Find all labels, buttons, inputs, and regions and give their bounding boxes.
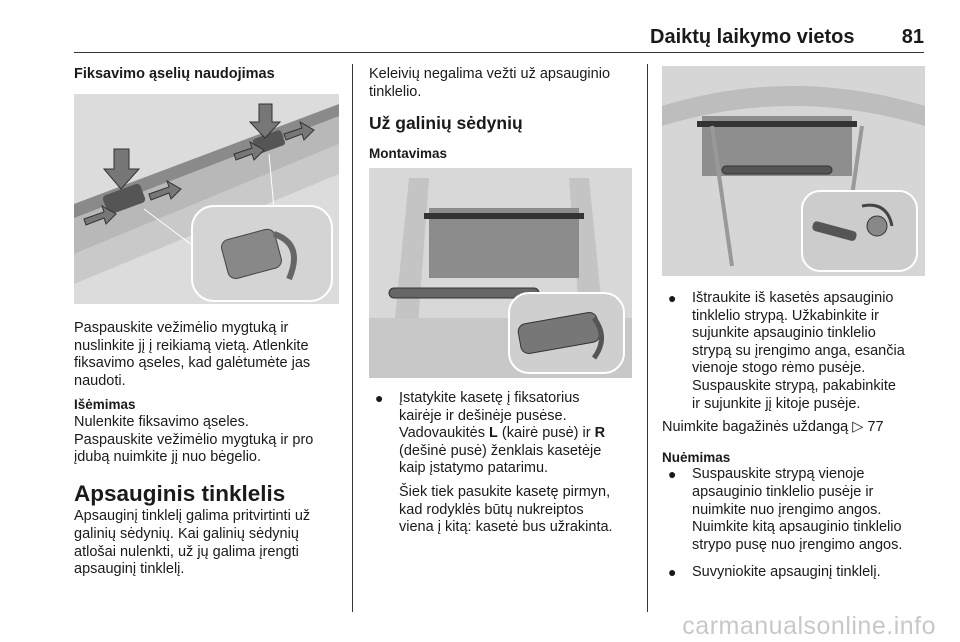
mounting-heading: Montavimas — [369, 145, 448, 161]
instruction-line: nuslinkite jį į reikiamą vietą. Atlenkite — [74, 337, 309, 354]
column-2 — [369, 66, 641, 162]
figure-lashing-eyes — [74, 94, 339, 304]
bullet-line: Ištraukite iš kasetės apsauginio — [692, 290, 894, 306]
left-marker-L: L — [489, 425, 498, 442]
lashing-eyes-heading: Fiksavimo ąselių naudojimas — [74, 66, 275, 82]
bullet-line: strypo pusę nuo įrengimo angos. — [692, 536, 903, 553]
bullet-line: Nuimkite kitą apsauginio tinklelio — [692, 519, 902, 536]
bullet-line: tinklelio strypą. Užkabinkite ir — [692, 307, 879, 324]
bullet-line: Šiek tiek pasukite kasetę pirmyn, — [399, 483, 611, 500]
bullet-line-lr: Vadovaukitės L (kairė pusė) ir R — [399, 425, 606, 442]
bullet-icon: ● — [668, 290, 677, 306]
removal-heading: Išėmimas — [74, 397, 136, 413]
bullet-line: kairėje ir dešinėje pusėse. — [399, 407, 567, 424]
instruction-line: fiksavimo ąseles, kad galėtumėte jas — [74, 355, 311, 372]
instruction-line: Paspauskite vežimėlio mygtuką ir — [74, 320, 289, 336]
intro-line: tinklelio. — [369, 83, 422, 100]
cover-removal-line — [662, 419, 932, 437]
header-rule — [74, 52, 924, 53]
column-2-text — [369, 390, 644, 537]
bullet-line: Suspauskite strypą, pakabinkite — [692, 377, 896, 394]
intro-line: Keleivių negalima vežti už apsauginio — [369, 66, 611, 82]
removal-heading: Nuėmimas — [662, 449, 731, 465]
bullet-item — [662, 466, 932, 554]
description-line: Apsauginį tinklelį galima pritvirtinti už — [74, 508, 311, 525]
bullet-item — [369, 390, 644, 537]
page-reference-icon: ▷ — [852, 419, 864, 436]
instruction-line: naudoti. — [74, 372, 126, 389]
bullet-icon: ● — [375, 390, 384, 406]
bullet-line: ir sujunkite jį kitoje pusėje. — [692, 395, 861, 412]
bullet-line: kad rodyklės būtų nukreiptos — [399, 501, 584, 518]
instruction-line: Paspauskite vežimėlio mygtuką ir pro — [74, 431, 314, 448]
bullet-line: strypą su įrengimo anga, esančia — [692, 342, 905, 359]
bullet-line: viena į kitą: kasetė bus užrakinta. — [399, 519, 613, 536]
bullet-line: nuimkite nuo įrengimo angos. — [692, 501, 882, 518]
behind-rear-seats-heading: Už galinių sėdynių — [369, 113, 523, 134]
column-3-text — [662, 290, 932, 582]
bullet-item — [662, 564, 932, 582]
bullet-item — [662, 290, 932, 413]
page-reference-link[interactable]: 77 — [867, 419, 884, 436]
bullet-line: Įstatykite kasetę į fiksatorius — [399, 390, 580, 406]
bullet-line: kaip įstatymo patarimu. — [399, 460, 549, 477]
description-line: apsauginį tinklelį. — [74, 561, 185, 578]
bullet-line: apsauginio tinklelio pusėje ir — [692, 483, 874, 500]
bullet-line: (dešinė pusė) ženklais kasetėje — [399, 442, 602, 459]
figure-attaching-net-bar — [662, 66, 925, 276]
watermark: carmanualsonline.info — [682, 612, 936, 640]
bullet-line: sujunkite apsauginio tinklelio — [692, 325, 876, 342]
bullet-icon: ● — [668, 466, 677, 483]
bullet-line: vienoje stogo rėmo pusėje. — [692, 360, 866, 377]
figure-installing-cassette — [369, 168, 632, 378]
bullet-icon: ● — [668, 564, 677, 581]
column-1 — [74, 66, 346, 84]
description-line: galinių sėdynių. Kai galinių sėdynių — [74, 525, 299, 542]
bullet-line: Suvyniokite apsauginį tinklelį. — [692, 564, 881, 581]
description-line: atlošai nulenkti, už jų galima įrengti — [74, 543, 299, 560]
instruction-line: Nulenkite fiksavimo ąseles. — [74, 413, 249, 430]
page-number: 81 — [901, 26, 924, 48]
column-divider-2 — [647, 64, 648, 612]
instruction-line: įdubą nuimkite jį nuo bėgelio. — [74, 449, 262, 466]
chapter-title: Daiktų laikymo vietos — [650, 26, 855, 48]
safety-net-section-title: Apsauginis tinklelis — [74, 480, 286, 506]
right-marker-R: R — [594, 425, 606, 442]
column-divider-1 — [352, 64, 353, 612]
cover-removal-text: Nuimkite bagažinės uždangą — [662, 419, 849, 436]
column-1-text — [74, 320, 346, 579]
bullet-line: Suspauskite strypą vienoje — [692, 466, 865, 483]
